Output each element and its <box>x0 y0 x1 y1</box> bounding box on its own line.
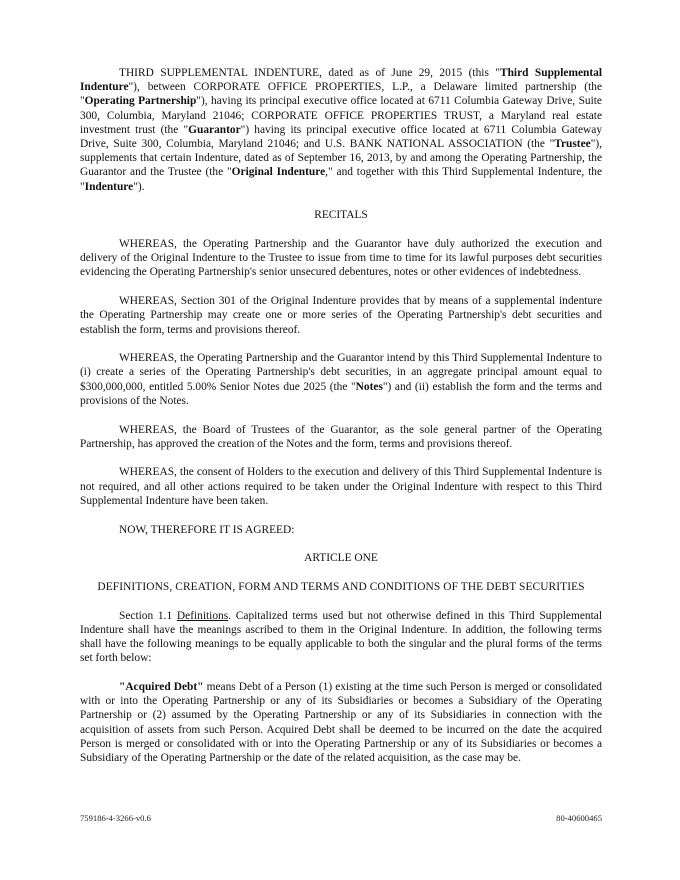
whereas-paragraph <box>80 351 602 408</box>
intro-text: "), between CORPORATE OFFICE PROPERTIES, L.P., a Delaware limited partnership (the " <box>80 81 602 108</box>
defined-term: Notes <box>355 380 383 393</box>
intro-text: "), supplements that certain Indenture, dated as of September 16, 2013, by and among the Operating Partnership, the Guarantor and the Trustee (the " <box>80 138 602 179</box>
now-therefore-line: NOW, THEREFORE IT IS AGREED: <box>119 523 295 536</box>
defined-term: Trustee <box>554 138 591 151</box>
page-footer <box>80 813 602 823</box>
whereas-text: ") and (ii) establish the form and the terms and provisions of the Notes. <box>80 380 602 407</box>
intro-text: "). <box>133 180 145 193</box>
article-title: DEFINITIONS, CREATION, FORM AND TERMS AND CONDITIONS OF THE DEBT SECURITIES <box>97 580 585 593</box>
intro-paragraph <box>80 66 602 194</box>
defined-term: Third Supplemental Indenture <box>80 67 602 94</box>
whereas-paragraph: WHEREAS, the Board of Trustees of the Guarantor, as the sole general partner of the Operating Partnership, has approved the creation of the Notes and the form, terms and provisions thereof. <box>80 423 602 450</box>
defined-term: Indenture <box>84 180 134 193</box>
section-title: Definitions <box>176 609 229 622</box>
defined-term: Guarantor <box>188 123 241 136</box>
acquired-debt-definition <box>80 680 602 765</box>
section-text: . Capitalized terms used but not otherwise defined in this Third Supplemental Indenture shall have the meanings ascribed to them in the Original Indenture. In addition, the following terms shall have the following meanings to be equally applicable to both the singular and the plural forms of the terms set forth below: <box>80 609 602 665</box>
article-heading: ARTICLE ONE <box>304 552 378 565</box>
intro-text: ") having its principal executive office located at 6711 Columbia Gateway Drive, Suite 300, Columbia, Maryland 21046; and U.S. BANK NATIONAL ASSOCIATION (the " <box>80 123 603 151</box>
footer-doc-id: 759186-4-3266-v0.6 <box>80 813 151 823</box>
section-1-1-paragraph <box>80 609 602 666</box>
document-page <box>80 66 602 780</box>
whereas-paragraph: WHEREAS, the Operating Partnership and the Guarantor have duly authorized the execution and delivery of the Original Indenture to the Trustee to issue from time to time for its lawful purposes debt securities evidencing the Operating Partnership's senior unsecured debentures, notes or other evidences of indebtedness. <box>80 238 602 279</box>
defined-term: Operating Partnership <box>84 95 197 108</box>
defined-term: "Acquired Debt" <box>119 681 204 693</box>
whereas-paragraph: WHEREAS, Section 301 of the Original Indenture provides that by means of a supplemental indenture the Operating Partnership may create one or more series of the Operating Partnership's debt securities and establish the form, terms and provisions thereof. <box>80 295 602 336</box>
section-number: Section 1.1 <box>119 609 177 622</box>
recitals-heading: RECITALS <box>314 209 368 222</box>
intro-text: ," and together with this Third Supplemental Indenture, the " <box>80 166 603 193</box>
whereas-paragraph: WHEREAS, the consent of Holders to the execution and delivery of this Third Supplemental Indenture is not required, and all other actions required to be taken under the Original Indenture with respect to this Third Supplemental Indenture have been taken. <box>80 466 602 507</box>
intro-text: "), having its principal executive office located at 6711 Columbia Gateway Drive, Suite 300, Columbia, Maryland 21046; CORPORATE OFFICE PROPERTIES TRUST, a Maryland real estate investment trust (the " <box>80 95 602 136</box>
definition-text: means Debt of a Person (1) existing at the time such Person is merged or consolidated with or into the Operating Partnership or any of its Subsidiaries or becomes a Subsidiary of the Operating Partnership or (2) assumed by the Operating Partnership or any of its Subsidiaries in connection with the acquisition of assets from such Person. Acquired Debt shall be deemed to be incurred on the date the acquired Person is merged or consolidated with or into the Operating Partnership or any of its Subsidiaries or becomes a Subsidiary of the Operating Partnership or the date of the related acquisition, as the case may be. <box>80 681 602 765</box>
defined-term: Original Indenture <box>231 166 326 179</box>
footer-ref-number: 80-40600465 <box>556 813 602 823</box>
whereas-text: WHEREAS, the Operating Partnership and the Guarantor intend by this Third Supplemental Indenture to (i) create a series of the Operating Partnership's debt securities, in an aggregate principal amount equal to $300,000,000, entitled 5.00% Senior Notes due 2025 (the " <box>80 352 602 393</box>
intro-text: THIRD SUPPLEMENTAL INDENTURE, dated as of June 29, 2015 (this " <box>119 67 500 79</box>
